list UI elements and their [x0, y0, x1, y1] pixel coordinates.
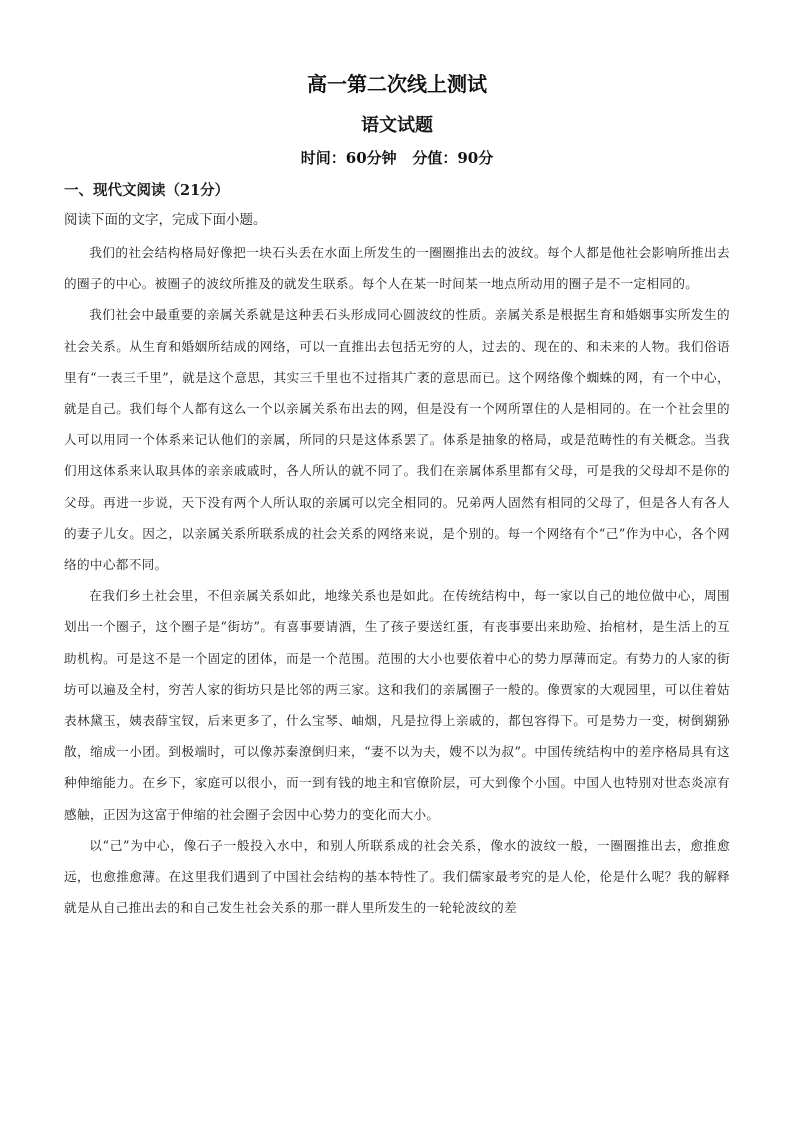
- subject-title: 语文试题: [361, 115, 433, 136]
- exam-info: 时间：60分钟 分值：90分: [300, 149, 494, 167]
- section-heading: 一、现代文阅读（21分）: [64, 182, 230, 199]
- section-instruction: 阅读下面的文字，完成下面小题。: [64, 212, 267, 228]
- exam-title: 高一第二次线上测试: [307, 72, 487, 96]
- passage-paragraph: 我们社会中最重要的亲属关系就是这种丢石头形成同心圆波纹的性质。亲属关系是根据生育和婚姻事实所发生的社会关系。从生育和婚姻所结成的网络，可以一直推出去包括无穷的人，过去的、现在的、和未来的人物。我们俗语里有“一表三千里”，就是这个意思，其实三千里也不过指其广袤的意思而已。这个网络像个蜘蛛的网，有一个中心，就是自己。我们每个人都有这么一个以亲属关系布出去的网，但是没有一个网所罩住的人是相同的。在一个社会里的人可以用同一个体系来记认他们的亲属，所同的只是这体系罢了。体系是抽象的格局，或是范畴性的有关概念。当我们用这体系来认取具体的亲亲戚戚时，各人所认的就不同了。我们在亲属体系里都有父母，可是我的父母却不是你的父母。再进一步说，天下没有两个人所认取的亲属可以完全相同的。兄弟两人固然有相同的父母了，但是各人有各人的妻子儿女。因之，以亲属关系所联系成的社会关系的网络来说，是个别的。每一个网络有个“己”作为中心，各个网络的中心都不同。: [64, 307, 730, 573]
- reading-passage: [64, 237, 730, 923]
- exam-page: [64, 0, 730, 1123]
- passage-paragraph: 在我们乡土社会里，不但亲属关系如此，地缘关系也是如此。在传统结构中，每一家以自己的地位做中心，周围划出一个圈子，这个圈子是“街坊”。有喜事要请酒，生了孩子要送红蛋，有丧事要出来助殓、抬棺材，是生活上的互助机构。可是这不是一个固定的团体，而是一个范围。范围的大小也要依着中心的势力厚薄而定。有势力的人家的街坊可以遍及全村，穷苦人家的街坊只是比邻的两三家。这和我们的亲属圈子一般的。像贾家的大观园里，可以住着姑表林黛玉，姨表薛宝钗，后来更多了，什么宝琴、岫烟，凡是拉得上亲戚的，都包容得下。可是势力一变，树倒猢狲散，缩成一小团。到极端时，可以像苏秦潦倒归来，“妻不以为夫，嫂不以为叔”。中国传统结构中的差序格局具有这种伸缩能力。在乡下，家庭可以很小，而一到有钱的地主和官僚阶层，可大到像个小国。中国人也特别对世态炎凉有感触，正因为这富于伸缩的社会圈子会因中心势力的变化而大小。: [64, 588, 730, 822]
- passage-paragraph: 我们的社会结构格局好像把一块石头丢在水面上所发生的一圈圈推出去的波纹。每个人都是他社会影响所推出去的圈子的中心。被圈子的波纹所推及的就发生联系。每个人在某一时间某一地点所动用的圈子是不一定相同的。: [64, 245, 730, 292]
- passage-paragraph: 以“己”为中心，像石子一般投入水中，和别人所联系成的社会关系，像水的波纹一般，一圈圈推出去，愈推愈远，也愈推愈薄。在这里我们遇到了中国社会结构的基本特性了。我们儒家最考究的是人伦，伦是什么呢？我的解释就是从自己推出去的和自己发生社会关系的那一群人里所发生的一轮轮波纹的差: [64, 837, 730, 916]
